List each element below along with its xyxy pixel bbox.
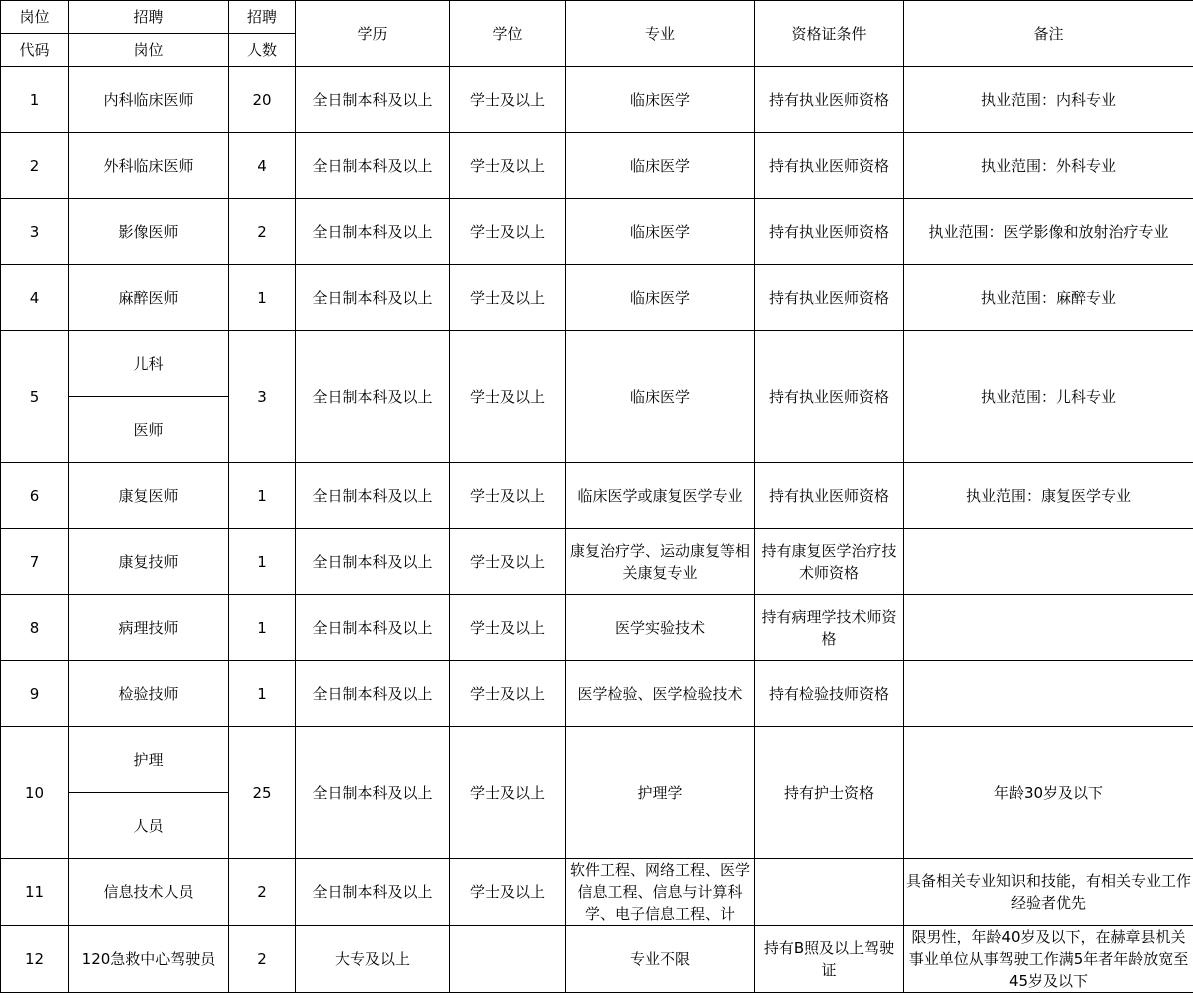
header-degree: 学位 xyxy=(450,1,566,67)
cell-code: 11 xyxy=(1,859,69,926)
cell-major: 护理学 xyxy=(566,727,755,859)
cell-major: 医学检验、医学检验技术 xyxy=(566,661,755,727)
table-row xyxy=(1,463,1193,529)
cell-remarks xyxy=(904,926,1193,993)
cell-count: 3 xyxy=(229,331,296,463)
cell-post: 信息技术人员 xyxy=(69,859,229,926)
cell-post-bottom: 人员 xyxy=(69,793,229,859)
table-row xyxy=(1,133,1193,199)
cell-major: 专业不限 xyxy=(566,926,755,993)
cell-remarks xyxy=(904,661,1193,727)
cell-degree: 学士及以上 xyxy=(450,661,566,727)
cell-code: 2 xyxy=(1,133,69,199)
cell-degree: 学士及以上 xyxy=(450,199,566,265)
header-row xyxy=(1,1,1193,34)
cell-qualification: 持有执业医师资格 xyxy=(755,199,904,265)
cell-post: 外科临床医师 xyxy=(69,133,229,199)
cell-qualification: 持有检验技师资格 xyxy=(755,661,904,727)
table-row xyxy=(1,926,1193,993)
cell-code: 7 xyxy=(1,529,69,595)
table-row xyxy=(1,727,1193,793)
header-remarks: 备注 xyxy=(904,1,1193,67)
cell-education: 全日制本科及以上 xyxy=(296,463,450,529)
cell-degree: 学士及以上 xyxy=(450,265,566,331)
cell-post: 120急救中心驾驶员 xyxy=(69,926,229,993)
cell-education: 全日制本科及以上 xyxy=(296,199,450,265)
cell-code: 3 xyxy=(1,199,69,265)
cell-count: 1 xyxy=(229,265,296,331)
cell-remarks-text: 限男性，年龄40岁及以下，在赫章县机关事业单位从事驾驶工作满5年者年龄放宽至45岁及以下 xyxy=(908,928,1189,990)
cell-degree: 学士及以上 xyxy=(450,67,566,133)
cell-major: 临床医学 xyxy=(566,67,755,133)
cell-degree: 学士及以上 xyxy=(450,529,566,595)
cell-code: 12 xyxy=(1,926,69,993)
cell-major: 康复治疗学、运动康复等相关康复专业 xyxy=(566,529,755,595)
table-row xyxy=(1,67,1193,133)
cell-remarks: 具备相关专业知识和技能，有相关专业工作经验者优先 xyxy=(904,859,1193,926)
cell-education: 全日制本科及以上 xyxy=(296,67,450,133)
cell-major: 临床医学或康复医学专业 xyxy=(566,463,755,529)
cell-education: 全日制本科及以上 xyxy=(296,331,450,463)
cell-remarks: 执业范围：外科专业 xyxy=(904,133,1193,199)
cell-post: 病理技师 xyxy=(69,595,229,661)
table-row xyxy=(1,661,1193,727)
table-row xyxy=(1,529,1193,595)
cell-count: 2 xyxy=(229,859,296,926)
cell-remarks: 执业范围：内科专业 xyxy=(904,67,1193,133)
cell-code: 6 xyxy=(1,463,69,529)
cell-major: 临床医学 xyxy=(566,199,755,265)
cell-education: 全日制本科及以上 xyxy=(296,661,450,727)
cell-degree: 学士及以上 xyxy=(450,133,566,199)
cell-major: 临床医学 xyxy=(566,331,755,463)
cell-count: 4 xyxy=(229,133,296,199)
cell-count: 1 xyxy=(229,661,296,727)
cell-code: 9 xyxy=(1,661,69,727)
header-count-top: 招聘 xyxy=(229,1,296,34)
cell-qualification: 持有执业医师资格 xyxy=(755,133,904,199)
header-education: 学历 xyxy=(296,1,450,67)
cell-qualification: 持有执业医师资格 xyxy=(755,67,904,133)
cell-qualification: 持有执业医师资格 xyxy=(755,331,904,463)
header-post-bottom: 岗位 xyxy=(69,34,229,67)
table-row xyxy=(1,595,1193,661)
cell-remarks xyxy=(904,529,1193,595)
cell-qualification xyxy=(755,859,904,926)
cell-count: 1 xyxy=(229,595,296,661)
cell-post: 康复技师 xyxy=(69,529,229,595)
cell-count: 2 xyxy=(229,199,296,265)
cell-degree: 学士及以上 xyxy=(450,595,566,661)
cell-post-top: 护理 xyxy=(69,727,229,793)
cell-major-text: 软件工程、网络工程、医学信息工程、信息与计算科学、电子信息工程、计 xyxy=(569,861,750,923)
cell-code: 4 xyxy=(1,265,69,331)
cell-remarks: 年龄30岁及以下 xyxy=(904,727,1193,859)
cell-count: 2 xyxy=(229,926,296,993)
cell-remarks: 执业范围：麻醉专业 xyxy=(904,265,1193,331)
cell-major: 医学实验技术 xyxy=(566,595,755,661)
table-row xyxy=(1,859,1193,926)
cell-qualification: 持有病理学技术师资格 xyxy=(755,595,904,661)
cell-major: 临床医学 xyxy=(566,133,755,199)
cell-post: 内科临床医师 xyxy=(69,67,229,133)
cell-education: 全日制本科及以上 xyxy=(296,265,450,331)
cell-remarks: 执业范围：康复医学专业 xyxy=(904,463,1193,529)
cell-post-bottom: 医师 xyxy=(69,397,229,463)
header-code-bottom: 代码 xyxy=(1,34,69,67)
cell-degree: 学士及以上 xyxy=(450,727,566,859)
cell-count: 1 xyxy=(229,529,296,595)
cell-count: 1 xyxy=(229,463,296,529)
header-post-top: 招聘 xyxy=(69,1,229,34)
cell-qualification: 持有B照及以上驾驶证 xyxy=(755,926,904,993)
cell-post-top: 儿科 xyxy=(69,331,229,397)
cell-qualification: 持有护士资格 xyxy=(755,727,904,859)
cell-major: 临床医学 xyxy=(566,265,755,331)
cell-post: 检验技师 xyxy=(69,661,229,727)
cell-post: 影像医师 xyxy=(69,199,229,265)
cell-education: 全日制本科及以上 xyxy=(296,529,450,595)
cell-degree: 学士及以上 xyxy=(450,859,566,926)
cell-count: 25 xyxy=(229,727,296,859)
cell-post: 麻醉医师 xyxy=(69,265,229,331)
cell-degree: 学士及以上 xyxy=(450,331,566,463)
cell-education: 全日制本科及以上 xyxy=(296,133,450,199)
cell-post: 康复医师 xyxy=(69,463,229,529)
table-row xyxy=(1,265,1193,331)
cell-code: 10 xyxy=(1,727,69,859)
cell-education: 大专及以上 xyxy=(296,926,450,993)
cell-degree: 学士及以上 xyxy=(450,463,566,529)
cell-qualification: 持有执业医师资格 xyxy=(755,265,904,331)
cell-code: 5 xyxy=(1,331,69,463)
cell-count: 20 xyxy=(229,67,296,133)
table-row xyxy=(1,199,1193,265)
cell-code: 1 xyxy=(1,67,69,133)
cell-remarks xyxy=(904,595,1193,661)
table-row xyxy=(1,331,1193,397)
header-major: 专业 xyxy=(566,1,755,67)
cell-education: 全日制本科及以上 xyxy=(296,727,450,859)
header-count-bottom: 人数 xyxy=(229,34,296,67)
cell-education: 全日制本科及以上 xyxy=(296,859,450,926)
cell-education: 全日制本科及以上 xyxy=(296,595,450,661)
cell-degree xyxy=(450,926,566,993)
cell-remarks: 执业范围：儿科专业 xyxy=(904,331,1193,463)
header-code-top: 岗位 xyxy=(1,1,69,34)
cell-qualification: 持有执业医师资格 xyxy=(755,463,904,529)
cell-major xyxy=(566,859,755,926)
cell-remarks: 执业范围：医学影像和放射治疗专业 xyxy=(904,199,1193,265)
cell-code: 8 xyxy=(1,595,69,661)
header-qualification: 资格证条件 xyxy=(755,1,904,67)
cell-qualification: 持有康复医学治疗技术师资格 xyxy=(755,529,904,595)
